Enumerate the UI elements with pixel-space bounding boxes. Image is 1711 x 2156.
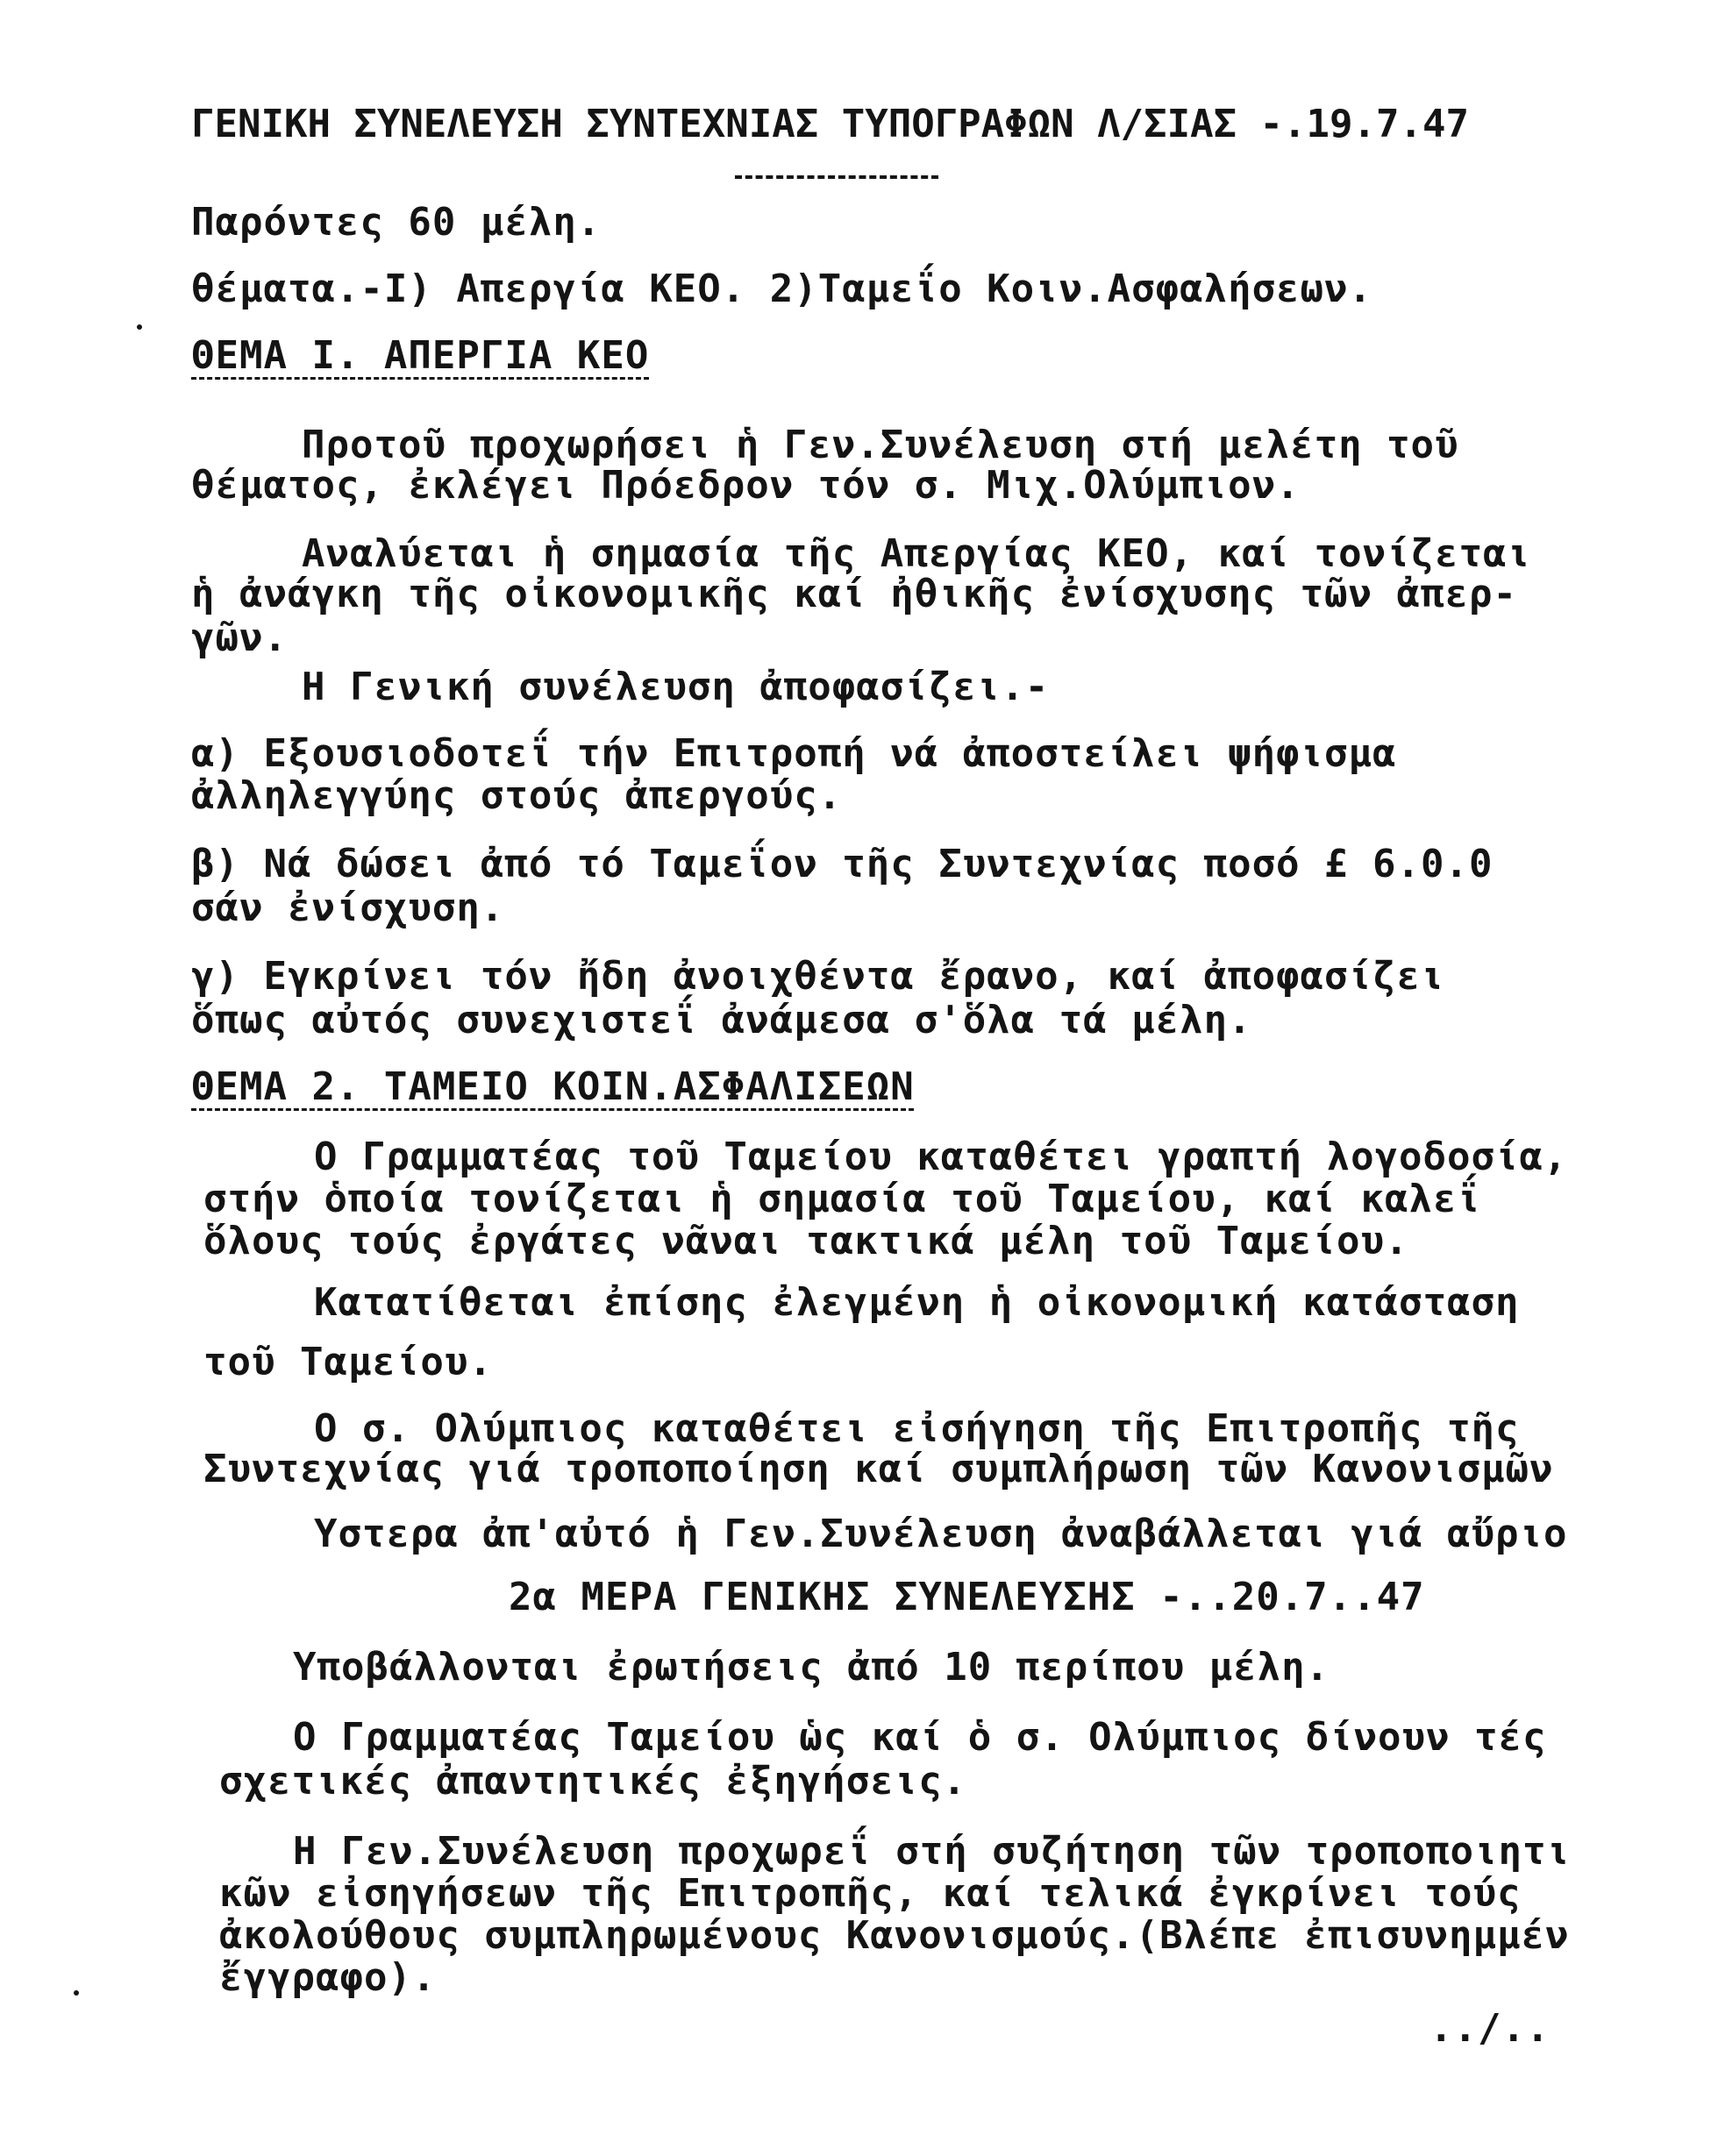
paragraph-8-line-1: Υποβάλλονται ἐρωτήσεις ἀπό 10 περίπου μέλη. bbox=[293, 1645, 1330, 1690]
section-2-heading: ΘΕΜΑ 2. ΤΑΜΕΙΟ ΚΟΙΝ.ΑΣΦΑΛΙΣΕΩΝ bbox=[191, 1064, 915, 1109]
paragraph-2-line-1: Αναλύεται ἡ σημασία τῆς Απεργίας ΚΕΟ, καί τονίζεται bbox=[302, 531, 1532, 576]
item-b-line-1: β) Νά δώσει ἀπό τό Ταμεΐον τῆς Συντεχνίας ποσό £ 6.0.0 bbox=[191, 842, 1494, 886]
item-a-line-1: α) Εξουσιοδοτεΐ τήν Επιτροπή νά ἀποστείλει ψήφισμα bbox=[191, 731, 1397, 776]
paper-speck bbox=[74, 1990, 79, 1996]
paragraph-9-line-2: σχετικές ἀπαντητικές ἐξηγήσεις. bbox=[219, 1759, 967, 1804]
paragraph-1-line-2: θέματος, ἐκλέγει Πρόεδρον τόν σ. Μιχ.Ολύμπιον. bbox=[191, 463, 1301, 508]
item-c-line-2: ὅπως αὐτός συνεχιστεΐ ἀνάμεσα σ'ὅλα τά μέλη. bbox=[191, 998, 1252, 1042]
paragraph-10-line-3: ἀκολούθους συμπληρωμένους Κανονισμούς.(Βλέπε ἐπισυνημμέν bbox=[219, 1913, 1570, 1958]
paragraph-7-line-1: Υστερα ἀπ'αὐτό ἡ Γεν.Συνέλευση ἀναβάλλεται γιά αὔριο bbox=[314, 1512, 1568, 1556]
item-b-line-2: σάν ἐνίσχυση. bbox=[191, 886, 505, 930]
paragraph-6-line-2: Συντεχνίας γιά τροποποίηση καί συμπλήρωση τῶν Κανονισμῶν bbox=[203, 1447, 1554, 1491]
paragraph-10-line-4: ἔγγραφο). bbox=[219, 1955, 437, 2000]
paragraph-2-line-3: γῶν. bbox=[191, 615, 288, 660]
paragraph-9-line-1: Ο Γραμματέας Ταμείου ὡς καί ὁ σ. Ολύμπιος δίνουν τές bbox=[293, 1715, 1547, 1760]
section-1-heading: ΘΕΜΑ Ι. ΑΠΕΡΓΙΑ ΚΕΟ bbox=[191, 333, 650, 378]
paragraph-10-line-1: Η Γεν.Συνέλευση προχωρεΐ στή συζήτηση τῶν τροποποιητι bbox=[293, 1829, 1571, 1874]
title-underline-rule bbox=[735, 175, 938, 179]
paragraph-4-line-3: ὅλους τούς ἐργάτες νᾶναι τακτικά μέλη τοῦ Ταμείου. bbox=[203, 1219, 1409, 1263]
paragraph-5-line-1: Κατατίθεται ἐπίσης ἐλεγμένη ἡ οἰκονομική κατάσταση bbox=[314, 1280, 1520, 1325]
item-c-line-1: γ) Εγκρίνει τόν ἤδη ἀνοιχθέντα ἔρανο, καί ἀποφασίζει bbox=[191, 954, 1445, 999]
paragraph-2-line-2: ἡ ἀνάγκη τῆς οἰκονομικῆς καί ἠθικῆς ἐνίσχυσης τῶν ἀπερ- bbox=[191, 572, 1517, 616]
paragraph-10-line-2: κῶν εἰσηγήσεων τῆς Επιτροπῆς, καί τελικά ἐγκρίνει τούς bbox=[219, 1871, 1522, 1916]
paragraph-5-line-2: τοῦ Ταμείου. bbox=[203, 1340, 493, 1384]
paragraph-4-line-1: Ο Γραμματέας τοῦ Ταμείου καταθέτει γραπτή λογοδοσία, bbox=[314, 1135, 1568, 1179]
item-a-line-2: ἀλληλεγγύης στούς ἀπεργούς. bbox=[191, 773, 843, 818]
paragraph-3-line-1: Η Γενική συνέλευση ἀποφασίζει.- bbox=[302, 665, 1050, 709]
topics-line: θέματα.-I) Απεργία ΚΕΟ. 2)Ταμεΐο Κοιν.Ασφαλήσεων. bbox=[191, 267, 1373, 311]
continuation-marker: ../.. bbox=[1429, 2006, 1551, 2051]
paper-speck bbox=[137, 324, 142, 330]
document-title: ΓΕΝΙΚΗ ΣΥΝΕΛΕΥΣΗ ΣΥΝΤΕΧΝΙΑΣ ΤΥΠΟΓΡΑΦΩΝ Λ/ΣΙΑΣ -.19.7.47 bbox=[191, 102, 1469, 146]
attendance-line: Παρόντες 60 μέλη. bbox=[191, 200, 602, 245]
paragraph-1-line-1: Προτοῦ προχωρήσει ἡ Γεν.Συνέλευση στή μελέτη τοῦ bbox=[302, 423, 1459, 467]
paragraph-6-line-1: Ο σ. Ολύμπιος καταθέτει εἰσήγηση τῆς Επιτροπῆς τῆς bbox=[314, 1406, 1520, 1451]
paragraph-4-line-2: στήν ὁποία τονίζεται ἡ σημασία τοῦ Ταμείου, καί καλεΐ bbox=[203, 1177, 1481, 1221]
day-2-heading: 2α ΜΕΡΑ ΓΕΝΙΚΗΣ ΣΥΝΕΛΕΥΣΗΣ -..20.7..47 bbox=[509, 1575, 1425, 1619]
